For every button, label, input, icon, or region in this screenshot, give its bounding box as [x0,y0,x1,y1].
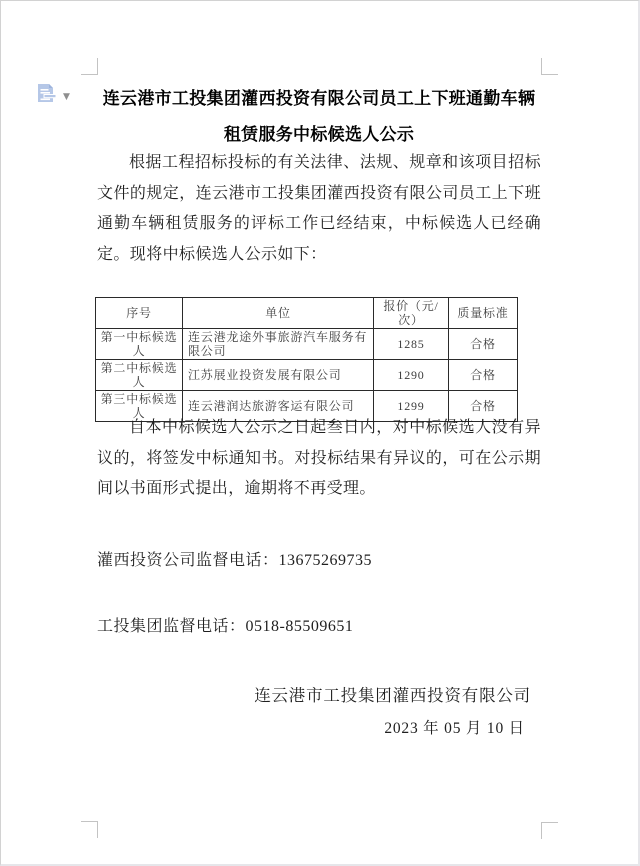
col-header-rank: 序号 [96,298,183,329]
cell-quality: 合格 [449,360,518,391]
objection-paragraph: 自本中标候选人公示之日起叁日内，对中标候选人没有异议的，将签发中标通知书。对投标结果有异议的，可在公示期间以书面形式提出，逾期将不再受理。 [97,419,541,497]
intro-paragraph: 根据工程招标投标的有关法律、法规、规章和该项目招标文件的规定，连云港市工投集团灌西投资有限公司员工上下班通勤车辆租赁服务的评标工作已经结束，中标候选人已经确定。现将中标候选人公示如下： [97,154,541,263]
crop-mark-top-left [81,58,98,75]
crop-mark-top-right [541,58,558,75]
paste-options-icon[interactable] [38,82,57,112]
cell-quality: 合格 [449,391,518,422]
table-header-row [96,298,518,329]
col-header-quality: 质量标准 [449,298,518,329]
cell-price: 1299 [374,391,449,422]
col-header-unit: 单位 [183,298,374,329]
cell-quality: 合格 [449,329,518,360]
table-row [96,360,518,391]
supervision-phone-guanxi: 灌西投资公司监督电话：13675269735 [97,552,373,569]
crop-mark-bottom-right [541,822,558,839]
signature-date: 2023 年 05 月 10 日 [384,720,525,737]
cell-unit: 连云港润达旅游客运有限公司 [183,391,374,422]
cell-price: 1290 [374,360,449,391]
cell-rank: 第二中标候选人 [96,360,183,391]
supervision-phone-gongtou: 工投集团监督电话：0518-85509651 [97,618,354,635]
cell-unit: 江苏展业投资发展有限公司 [183,360,374,391]
document-body [97,1,541,866]
cell-rank: 第一中标候选人 [96,329,183,360]
document-title [97,81,541,153]
table-row [96,329,518,360]
title-line-2: 租赁服务中标候选人公示 [223,125,415,144]
signature-company: 连云港市工投集团灌西投资有限公司 [254,686,531,705]
title-line-1: 连云港市工投集团灌西投资有限公司员工上下班通勤车辆 [102,89,536,108]
bid-candidates-table [95,297,518,422]
col-header-price: 报价（元/次） [374,298,449,329]
cell-rank: 第三中标候选人 [96,391,183,422]
cell-unit: 连云港龙途外事旅游汽车服务有限公司 [183,329,374,360]
paste-options-button[interactable] [38,82,70,112]
chevron-down-icon[interactable]: ▼ [63,91,70,102]
cell-price: 1285 [374,329,449,360]
crop-mark-bottom-left [81,821,98,838]
